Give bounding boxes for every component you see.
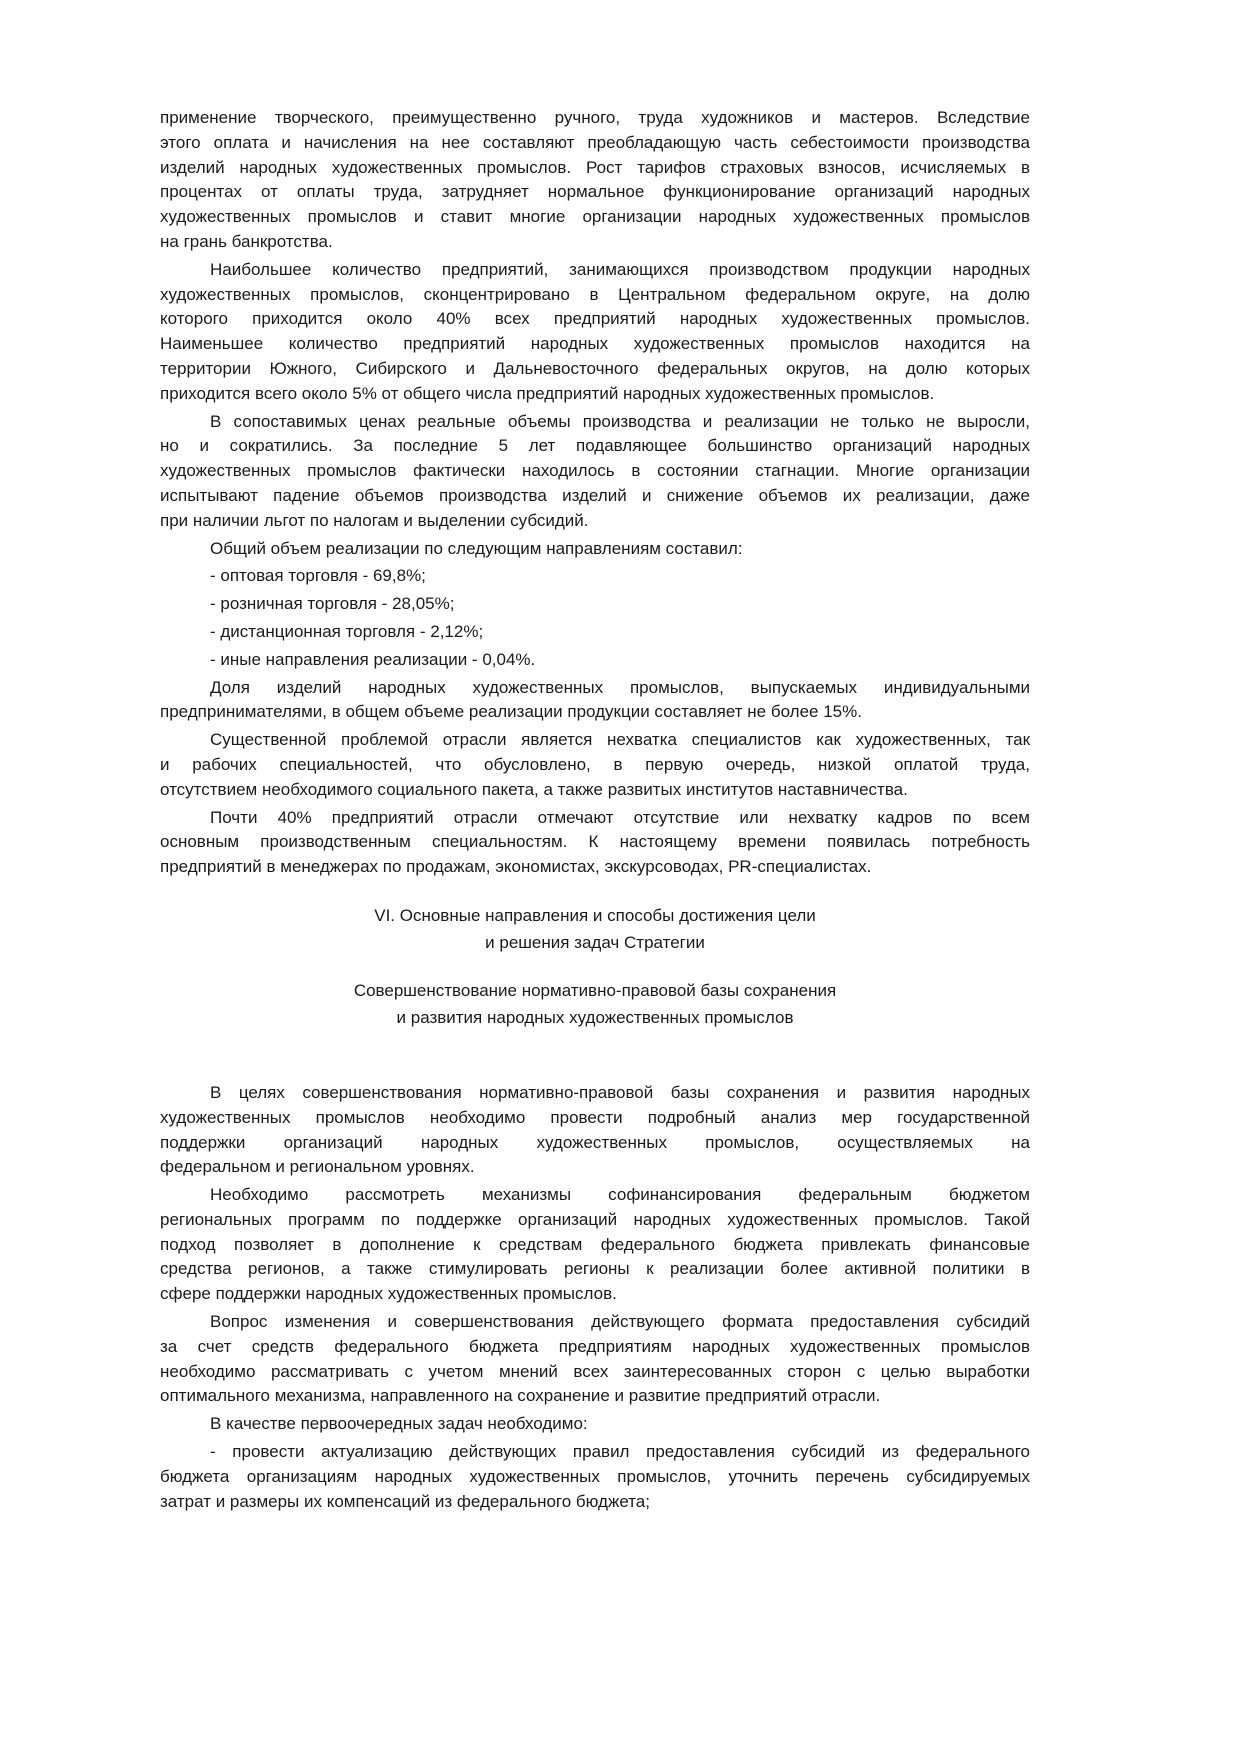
paragraph (160, 1440, 1030, 1514)
text-line: Наименьшее количество предприятий народных художественных промыслов находится на (160, 334, 1030, 354)
text-line: на грань банкротства. (160, 231, 333, 251)
paragraph (160, 410, 1030, 534)
text-line: Необходимо рассмотреть механизмы софинансирования федеральным бюджетом (210, 1185, 1030, 1205)
paragraph (160, 806, 1030, 880)
text-line: предприятий в менеджерах по продажам, экономистах, экскурсоводах, PR-специалистах. (160, 857, 872, 877)
text-line: основным производственным специальностям. К настоящему времени появилась потребность (160, 832, 1030, 852)
text-line: Вопрос изменения и совершенствования действующего формата предоставления субсидий (210, 1312, 1030, 1332)
paragraph (160, 676, 1030, 726)
text-line: приходится всего около 5% от общего числа предприятий народных художественных промыслов. (160, 383, 935, 403)
text-line: которого приходится около 40% всех предприятий народных художественных промыслов. (160, 309, 1030, 329)
paragraph (160, 1081, 1030, 1180)
text-line: - провести актуализацию действующих правил предоставления субсидий из федерального (210, 1442, 1030, 1462)
text-line: испытывают падение объемов производства изделий и снижение объемов их реализации, даже (160, 485, 1030, 505)
paragraph (160, 258, 1030, 407)
text-line: и развития народных художественных промыслов (396, 1007, 794, 1027)
paragraph (160, 537, 1030, 562)
text-line: изделий народных художественных промыслов. Рост тарифов страховых взносов, исчисляемых в (160, 157, 1030, 177)
text-line: предпринимателями, в общем объеме реализации продукции составляет не более 15%. (160, 702, 862, 722)
text-line: бюджета организациям народных художественных промыслов, уточнить перечень субсидируемых (160, 1466, 1030, 1486)
text-line: но и сократились. За последние 5 лет подавляющее большинство организаций народных (160, 436, 1030, 456)
text-line: необходимо рассматривать с учетом мнений всех заинтересованных сторон с целью выработки (160, 1361, 1030, 1381)
text-line: за счет средств федерального бюджета предприятиям народных художественных промыслов (160, 1336, 1030, 1356)
text-line: при наличии льгот по налогам и выделении субсидий. (160, 510, 589, 530)
paragraph (160, 1183, 1030, 1307)
text-line: федеральном и региональном уровнях. (160, 1157, 475, 1177)
text-line: художественных промыслов, сконцентрировано в Центральном федеральном округе, на долю (160, 284, 1030, 304)
text-line: В качестве первоочередных задач необходимо: (210, 1414, 588, 1434)
text-line: этого оплата и начисления на нее составляют преобладающую часть себестоимости производства (160, 132, 1030, 152)
text-line: художественных промыслов фактически находилось в состоянии стагнации. Многие организации (160, 461, 1030, 481)
text-line: отсутствием необходимого социального пакета, а также развитых институтов наставничества. (160, 779, 908, 799)
text-line: В целях совершенствования нормативно-правовой базы сохранения и развития народных (210, 1082, 1030, 1102)
paragraph (160, 648, 1030, 673)
text-line: - дистанционная торговля - 2,12%; (210, 621, 484, 641)
text-line: Существенной проблемой отрасли является нехватка специалистов как художественных, так (210, 730, 1030, 750)
paragraph (160, 1310, 1030, 1409)
paragraph (160, 564, 1030, 589)
text-line: художественных промыслов и ставит многие организации народных художественных промыслов (160, 207, 1030, 227)
paragraph (160, 106, 1030, 255)
text-line: сфере поддержки народных художественных промыслов. (160, 1284, 617, 1304)
text-line: Совершенствование нормативно-правовой базы сохранения (353, 980, 837, 1000)
text-line: оптимального механизма, направленного на сохранение и развитие предприятий отрасли. (160, 1386, 881, 1406)
text-line: VI. Основные направления и способы достижения цели (374, 905, 816, 925)
text-line: применение творческого, преимущественно ручного, труда художников и мастеров. Вследствие (160, 108, 1030, 127)
text-line: региональных программ по поддержке организаций народных художественных промыслов. Такой (160, 1209, 1030, 1229)
paragraph (160, 1412, 1030, 1437)
paragraph (160, 592, 1030, 617)
text-line: средства регионов, а также стимулировать регионы к реализации более активной политики в (160, 1259, 1030, 1279)
text-line: Почти 40% предприятий отрасли отмечают отсутствие или нехватку кадров по всем (210, 807, 1030, 827)
paragraph (160, 728, 1030, 802)
text-line: - иные направления реализации - 0,04%. (210, 649, 536, 669)
text-line: Доля изделий народных художественных промыслов, выпускаемых индивидуальными (210, 677, 1030, 697)
text-line: - оптовая торговля - 69,8%; (210, 566, 426, 586)
text-line: территории Южного, Сибирского и Дальневосточного федеральных округов, на долю которых (160, 358, 1030, 378)
text-line: подход позволяет в дополнение к средствам федерального бюджета привлекать финансовые (160, 1234, 1030, 1254)
paragraph (160, 620, 1030, 645)
section-heading (160, 902, 1030, 956)
document-page (160, 106, 1030, 1517)
text-line: Наибольшее количество предприятий, занимающихся производством продукции народных (210, 259, 1030, 279)
text-line: художественных промыслов необходимо провести подробный анализ мер государственной (160, 1107, 1030, 1127)
text-line: Общий объем реализации по следующим направлениям составил: (210, 538, 743, 558)
text-line: - розничная торговля - 28,05%; (210, 594, 455, 614)
text-line: В сопоставимых ценах реальные объемы производства и реализации не только не выросли, (210, 411, 1030, 431)
text-line: и решения задач Стратегии (485, 932, 705, 952)
text-line: затрат и размеры их компенсаций из федерального бюджета; (160, 1491, 650, 1511)
text-line: поддержки организаций народных художественных промыслов, осуществляемых на (160, 1132, 1030, 1152)
subsection-heading (160, 977, 1030, 1031)
text-line: и рабочих специальностей, что обусловлено, в первую очередь, низкой оплатой труда, (160, 754, 1030, 774)
text-line: процентах от оплаты труда, затрудняет нормальное функционирование организаций народных (160, 182, 1030, 202)
